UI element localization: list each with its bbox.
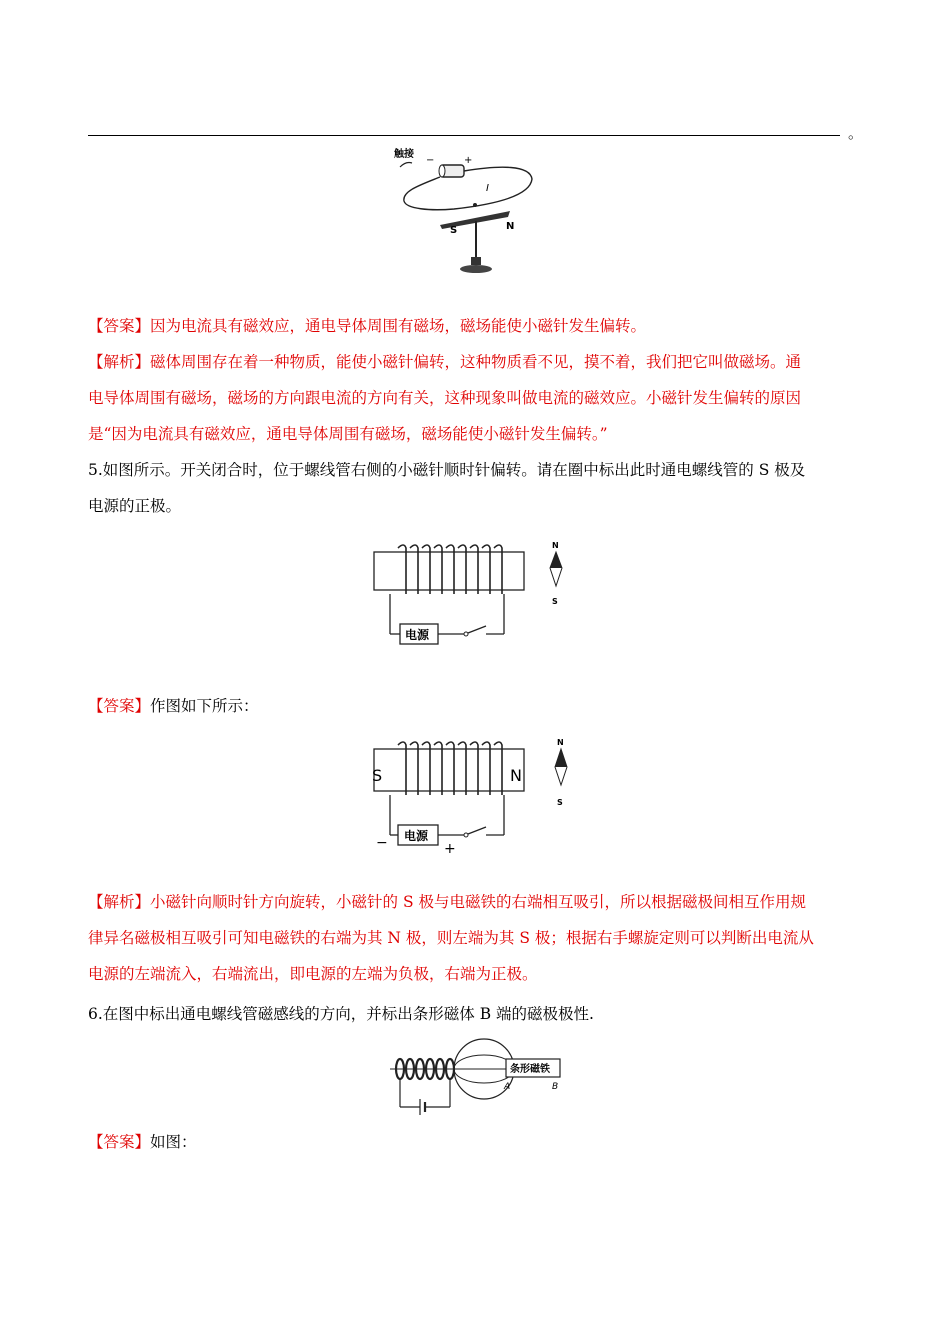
label-plus: + (464, 155, 473, 166)
end-A: A (504, 1082, 511, 1092)
plus-label: + (444, 841, 456, 857)
q4-analysis-line-2: 电导体周围有磁场，磁场的方向跟电流的方向有关，这种现象叫做电流的磁效应。小磁针发生偏转的原因 (88, 389, 802, 407)
q5-question-line-1: 5.如图所示。开关闭合时，位于螺线管右侧的小磁针顺时针偏转。请在圈中标出此时通电螺线管的 S 极及 (88, 461, 806, 479)
figure-solenoid (368, 538, 598, 648)
q4-analysis-line-1 (88, 344, 864, 380)
label-minus: − (426, 155, 435, 166)
pole-left: S (372, 766, 383, 785)
needle-S: S (557, 798, 563, 807)
magnet-label: 条形磁铁 (510, 1064, 550, 1075)
figure-wire-compass (380, 145, 560, 280)
needle-N: N (552, 541, 559, 550)
analysis-text: 磁体周围存在着一种物质，能使小磁针偏转，这种物质看不见，摸不着，我们把它叫做磁场。通 (150, 353, 802, 371)
power-label: 电源 (405, 628, 430, 642)
figure-solenoid-bar-magnet (386, 1035, 576, 1117)
answer-text: 因为电流具有磁效应，通电导体周围有磁场，磁场能使小磁针发生偏转。 (150, 317, 647, 335)
answer-tag: 【答案】 (88, 697, 151, 715)
answer-text: 如图： (150, 1133, 197, 1151)
q5-analysis-line-3: 电源的左端流入，右端流出，即电源的左端为负极，右端为正极。 (88, 965, 538, 983)
answer-text: 作图如下所示： (150, 697, 259, 715)
power-label: 电源 (404, 829, 429, 843)
line-end-period: 。 (848, 124, 864, 142)
pole-right: N (510, 766, 522, 785)
needle-N: N (557, 738, 564, 747)
analysis-tag: 【解析】 (88, 893, 151, 911)
label-N: N (506, 221, 515, 232)
q4-answer (88, 308, 864, 344)
q5-question-line-2: 电源的正极。 (88, 497, 182, 515)
q5-analysis-line-1 (88, 884, 864, 920)
answer-blank-line (88, 135, 840, 136)
figure-solenoid-answer (368, 735, 598, 855)
answer-tag: 【答案】 (88, 317, 151, 335)
label-I: I (486, 183, 489, 194)
minus-label: − (376, 835, 388, 851)
answer-tag: 【答案】 (88, 1133, 151, 1151)
label-S: S (450, 225, 458, 236)
label-touch: 触接 (394, 149, 414, 160)
q6-answer (88, 1124, 864, 1160)
q6-question: 6.在图中标出通电螺线管磁感线的方向，并标出条形磁体 B 端的磁极极性. (88, 1005, 594, 1023)
analysis-text: 小磁针向顺时针方向旋转，小磁针的 S 极与电磁铁的右端相互吸引，所以根据磁极间相互作用规 (150, 893, 806, 911)
q5-answer (88, 688, 864, 724)
analysis-tag: 【解析】 (88, 353, 151, 371)
q5-analysis-line-2: 律异名磁极相互吸引可知电磁铁的右端为其 N 极，则左端为其 S 极；根据右手螺旋定则可以判断出电流从 (88, 929, 814, 947)
needle-S: S (552, 597, 558, 606)
q4-analysis-line-3: 是“因为电流具有磁效应，通电导体周围有磁场，磁场能使小磁针发生偏转。” (88, 425, 608, 443)
end-B: B (552, 1082, 559, 1092)
